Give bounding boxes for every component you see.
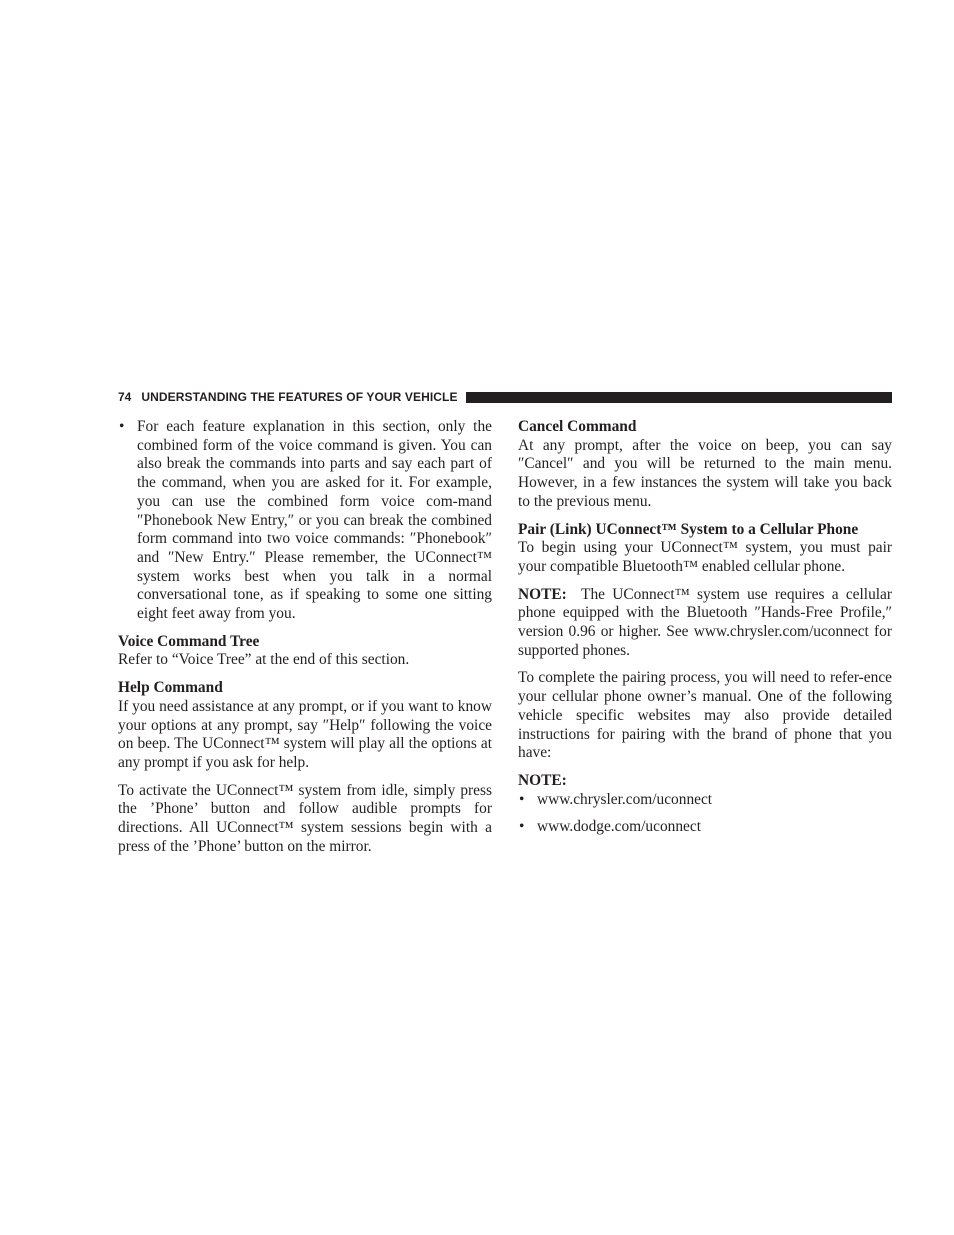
note-paragraph — [518, 586, 892, 661]
header-rule — [466, 392, 892, 403]
cancel-command-heading: Cancel Command — [518, 418, 637, 435]
website-list-item — [518, 818, 892, 837]
bullet-item — [118, 418, 492, 624]
help-command-heading: Help Command — [118, 679, 223, 697]
pair-body: To begin using your UConnect™ system, you must pair your compatible Bluetooth™ enabled cellular phone. — [518, 539, 892, 575]
right-column — [518, 418, 892, 846]
voice-command-tree-body: Refer to “Voice Tree” at the end of this section. — [118, 651, 410, 669]
pairing-paragraph: To complete the pairing process, you will need to refer-ence your cellular phone owner’s manual. One of the following vehicle specific websites may also provide detailed instructions for pairing with the brand of phone that you have: — [518, 669, 892, 762]
activate-paragraph: To activate the UConnect™ system from idle, simply press the ’Phone’ button and follow audible prompts for directions. All UConnect™ system sessions begin with a press of the ’Phone’ button on the mirror. — [118, 781, 492, 855]
page-header — [118, 389, 892, 405]
pair-heading: Pair (Link) UConnect™ System to a Cellular Phone — [518, 520, 859, 538]
bullet-mark: • — [519, 818, 525, 836]
voice-command-tree-heading: Voice Command Tree — [118, 632, 260, 650]
note-label: NOTE: — [518, 585, 567, 603]
bullet-text: For each feature explanation in this section, only the combined form of the voice command is given. You can also break the commands into parts and say each part of the command, when you are asked for it. For example, you can use the combined form voice com-mand ″Phonebook New Entry,″ or you can break the combined form command into two voice commands: ″Phonebook″ and ″New Entry.″ Please remember, the UConnect™ system works best when you talk in a normal conversational tone, as if speaking to some one sitting eight feet away from you. — [137, 418, 492, 623]
website-link-dodge: www.dodge.com/uconnect — [537, 818, 701, 836]
bullet-mark: • — [119, 418, 125, 435]
website-list-item — [518, 791, 892, 810]
section-title: UNDERSTANDING THE FEATURES OF YOUR VEHICLE — [141, 390, 458, 404]
page-number: 74 — [118, 390, 132, 404]
note-heading: NOTE: — [518, 771, 567, 789]
bullet-mark: • — [519, 790, 525, 808]
website-link-chrysler: www.chrysler.com/uconnect — [537, 790, 713, 808]
cancel-command-body: At any prompt, after the voice on beep, you can say ″Cancel″ and you will be returned to the main menu. However, in a few instances the system will take you back to the previous menu. — [518, 436, 892, 510]
left-column — [118, 418, 492, 865]
help-command-body: If you need assistance at any prompt, or if you want to know your options at any prompt, say ″Help″ following the voice on beep. The UConnect™ system will play all the options at any prompt if you ask for help. — [118, 697, 492, 771]
note-text: The UConnect™ system use requires a cellular phone equipped with the Bluetooth ″Hands-Free Profile,″ version 0.96 or higher. See www.chrysler.com/uconnect for supported phones. — [518, 585, 892, 659]
